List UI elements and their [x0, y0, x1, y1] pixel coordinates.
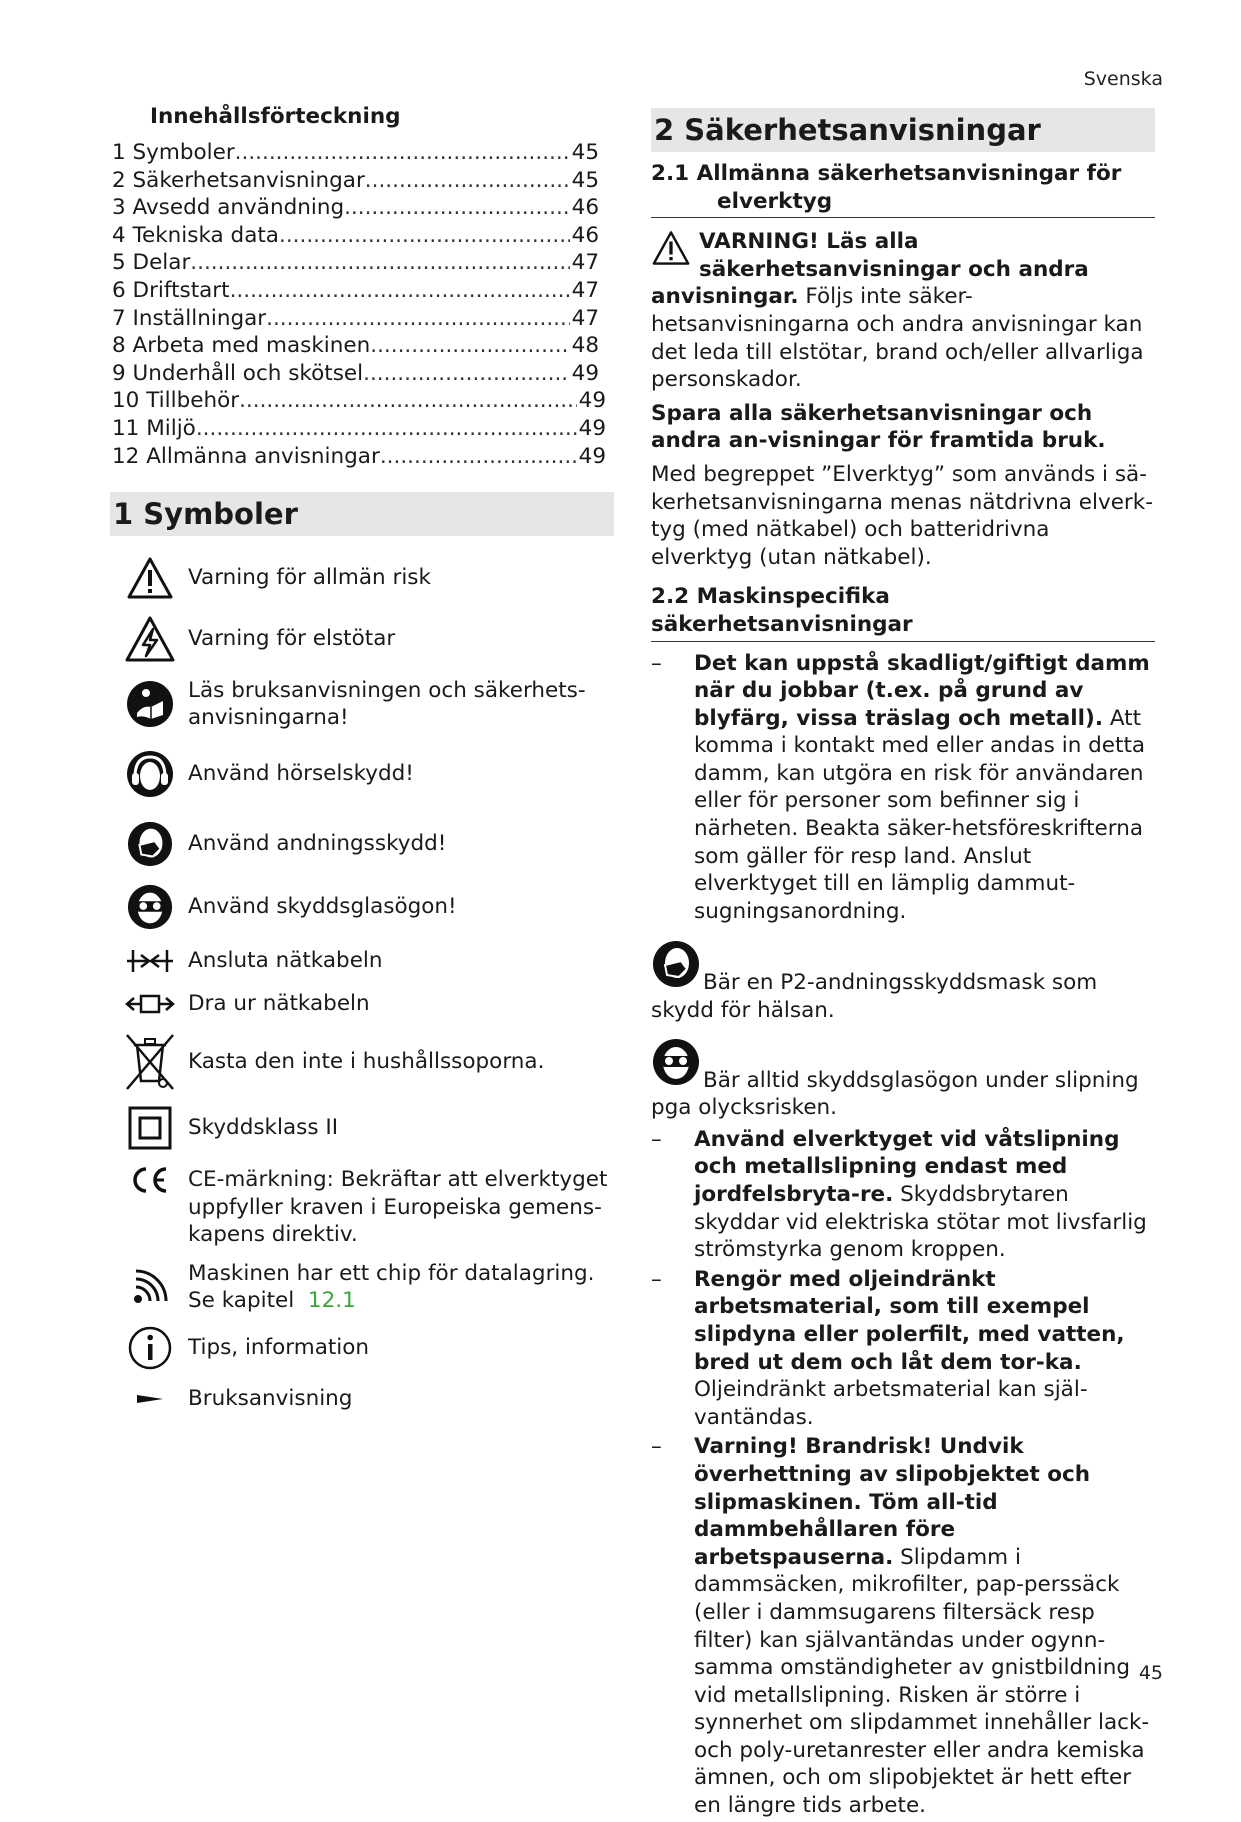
toc-title: Innehållsförteckning — [150, 104, 401, 129]
symbol-row: Kasta den inte i hushållssoporna. — [112, 1024, 617, 1100]
general-warning: VARNING! Läs alla säkerhetsanvisningar och andra anvisningar. Följs inte säker-hetsanvisningarna och andra anvisningar kan det leda till elstötar, brand och/eller allvarliga personskador. — [651, 229, 1144, 393]
safety-goggles-icon — [112, 883, 188, 931]
page-number: 45 — [1138, 1662, 1163, 1684]
toc-list — [112, 139, 617, 470]
safety-goggles-icon — [651, 1037, 701, 1095]
symbol-row: Använd andningsskydd! — [112, 812, 617, 876]
symbol-row: Bruksanvisning — [112, 1374, 617, 1424]
symbol-row: Använd skyddsglasögon! — [112, 876, 617, 938]
toc-entry[interactable]: 8 Arbeta med maskinen ..... 48 — [112, 332, 599, 360]
electric-warning-icon — [112, 615, 188, 663]
hearing-protection-icon — [112, 749, 188, 799]
section-heading-symbols: 1 Symboler — [110, 492, 614, 536]
info-icon — [112, 1326, 188, 1370]
list-item: – Det kan uppstå skadligt/giftigt damm när du jobbar (t.ex. på grund av blyfärg, vissa träslag och metall). Att komma i kontakt med eller andas in detta damm, kan utgöra en risk för användaren eller för personer som befinner sig i närheten. Beakta säker-hetsföreskrifterna som gäller för resp land. Anslut elverktyget till en lämplig dammut-sugningsanordning. — [651, 650, 1150, 924]
toc-entry[interactable]: 4 Tekniska data ..... 46 — [112, 222, 599, 250]
read-manual-icon — [112, 679, 188, 729]
crossed-bin-icon — [112, 1031, 188, 1093]
toc-entry[interactable]: 1 Symboler ..... 45 — [112, 139, 599, 167]
symbol-row: Tips, information — [112, 1322, 617, 1374]
toc-entry[interactable]: 3 Avsedd användning ..... 46 — [112, 194, 599, 222]
language-label: Svenska — [1083, 68, 1163, 90]
respiratory-protection-icon — [651, 939, 701, 997]
symbol-list — [112, 550, 617, 1424]
symbol-row: Varning för elstötar — [112, 606, 617, 672]
plug-in-icon — [112, 946, 188, 976]
symbol-row: Använd hörselskydd! — [112, 736, 617, 812]
symbol-row: Varning för allmän risk — [112, 550, 617, 606]
list-item: – Rengör med oljeindränkt arbetsmaterial, som till exempel slipdyna eller polerfilt, med vatten, bred ut dem och låt dem tor-ka. Oljeindränkt arbetsmaterial kan själ-vantändas. — [651, 1266, 1125, 1430]
symbol-row: Ansluta nätkabeln — [112, 938, 617, 984]
rfid-chip-icon — [112, 1267, 188, 1307]
subsection-heading-2-2: 2.2 Maskinspecifika säkerhetsanvisningar — [651, 583, 1155, 641]
left-column — [112, 104, 617, 1424]
toc-entry[interactable]: 12 Allmänna anvisningar ..... 49 — [112, 443, 606, 471]
toc-entry[interactable]: 5 Delar ..... 47 — [112, 249, 599, 277]
mask-instruction: Bär en P2-andningsskyddsmask som skydd för hälsan. — [651, 939, 1155, 1024]
respiratory-protection-icon — [112, 820, 188, 868]
toc-entry[interactable]: 10 Tillbehör ..... 49 — [112, 387, 606, 415]
warning-triangle-icon — [651, 230, 691, 274]
subsection-heading-2-1: 2.1 Allmänna säkerhetsanvisningar för elverktyg — [651, 160, 1155, 218]
unplug-icon — [112, 991, 188, 1017]
section-heading-safety: 2 Säkerhetsanvisningar — [651, 108, 1155, 152]
toc-entry[interactable]: 11 Miljö ..... 49 — [112, 415, 606, 443]
list-item: – Varning! Brandrisk! Undvik överhettning av slipobjektet och slipmaskinen. Töm all-tid dammbehållaren före arbetspauserna. Slipdamm i dammsäcken, mikrofilter, pap-perssäck (eller i dammsugarens filtersäck resp filter) kan självantändas under ogynn-samma omständigheter av gnistbildning vid metallslipning. Risken är större i synnerhet om slipdammet innehåller lack- och poly-uretanrester eller andra kemiska ämnen, och om slipobjektet är hett efter en längre tids arbete. — [651, 1434, 1150, 1819]
symbol-row: Skyddsklass II — [112, 1100, 617, 1156]
warning-triangle-icon — [112, 556, 188, 600]
goggles-instruction: Bär alltid skyddsglasögon under slipning pga olycksrisken. — [651, 1037, 1155, 1122]
toc-entry[interactable]: 6 Driftstart ..... 47 — [112, 277, 599, 305]
protection-class-ii-icon — [112, 1106, 188, 1150]
toc-entry[interactable]: 7 Inställningar ..... 47 — [112, 305, 599, 333]
ce-mark-icon — [112, 1166, 188, 1194]
symbol-row: CE-märkning: Bekräftar att elverktyget uppfyller kraven i Europeiska gemens-kapens direktiv. — [112, 1156, 617, 1252]
right-column — [651, 108, 1155, 1822]
save-instructions: Spara alla säkerhetsanvisningar och andra an-visningar för framtida bruk. — [651, 400, 1106, 454]
symbol-row: Läs bruksanvisningen och säkerhets-anvisningarna! — [112, 672, 617, 736]
toc-entry[interactable]: 9 Underhåll och skötsel ..... 49 — [112, 360, 599, 388]
toc-entry[interactable]: 2 Säkerhetsanvisningar ..... 45 — [112, 167, 599, 195]
symbol-row: Dra ur nätkabeln — [112, 984, 617, 1024]
power-tool-definition: Med begreppet ”Elverktyg” som används i sä-kerhetsanvisningarna menas nätdrivna elverk-tyg (med nätkabel) och batteridrivna elverktyg (utan nätkabel). — [651, 461, 1153, 570]
symbol-row: Maskinen har ett chip för datalagring. Se kapitel 12.1 — [112, 1252, 617, 1322]
arrow-bullet-icon — [112, 1393, 188, 1405]
list-item: – Använd elverktyget vid våtslipning och metallslipning endast med jordfelsbryta-re. Skyddsbrytaren skyddar vid elektriska stötar mot livsfarlig strömstyrka genom kroppen. — [651, 1126, 1147, 1263]
chapter-link[interactable]: 12.1 — [307, 1288, 356, 1314]
